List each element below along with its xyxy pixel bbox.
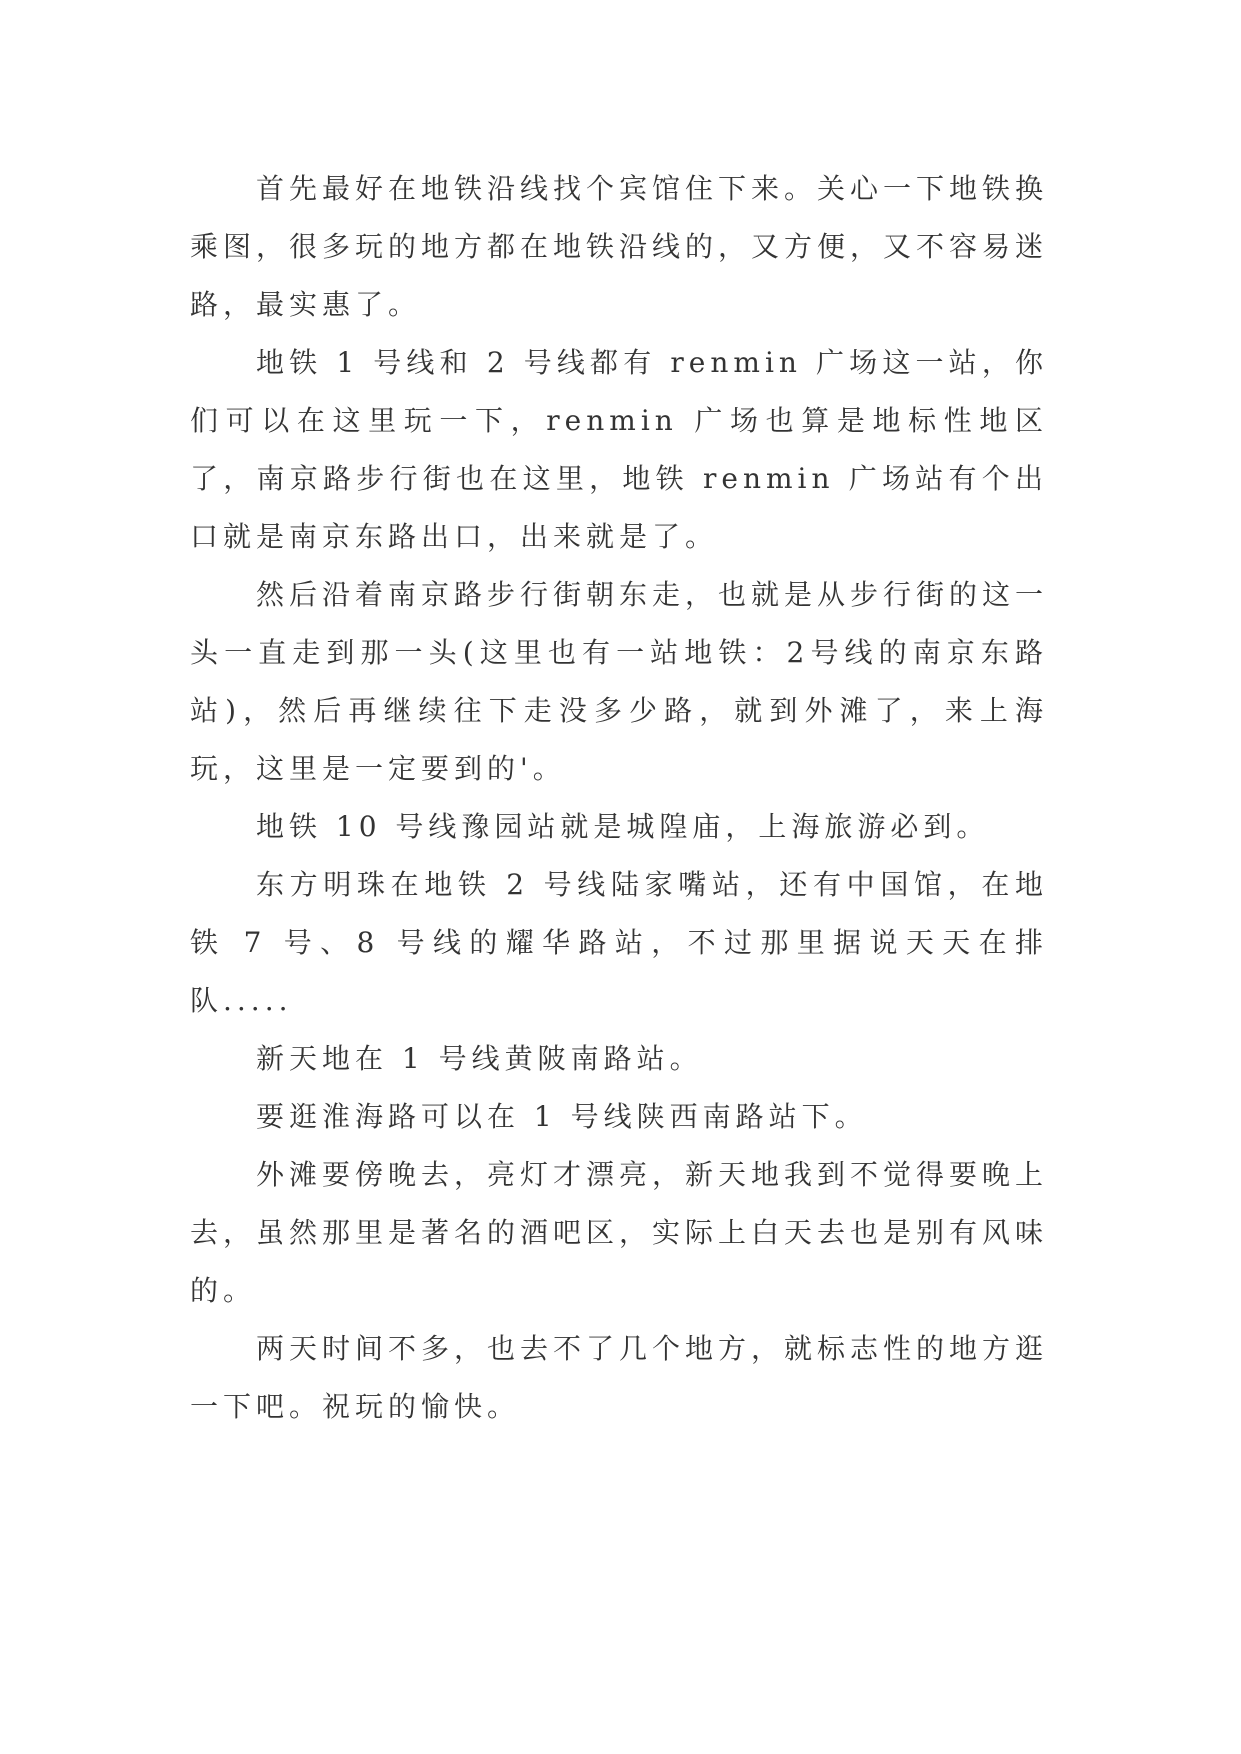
paragraph: 然后沿着南京路步行街朝东走，也就是从步行街的这一头一直走到那一头(这里也有一站地铁：2号线的南京东路站)，然后再继续往下走没多少路，就到外滩了，来上海玩，这里是一定要到的'。 [190, 578, 1049, 785]
paragraph: 地铁 10 号线豫园站就是城隍庙，上海旅游必到。 [256, 810, 990, 843]
paragraph: 地铁 1 号线和 2 号线都有 renmin 广场这一站，你们可以在这里玩一下，renmin 广场也算是地标性地区了，南京路步行街也在这里，地铁 renmin 广场站有个出口就是南京东路出口，出来就是了。 [190, 346, 1048, 553]
paragraph: 要逛淮海路可以在 1 号线陕西南路站下。 [256, 1100, 868, 1133]
paragraph: 东方明珠在地铁 2 号线陆家嘴站，还有中国馆，在地铁 7 号、8 号线的耀华路站，不过那里据说天天在排队..... [190, 868, 1048, 1017]
paragraph: 首先最好在地铁沿线找个宾馆住下来。关心一下地铁换乘图，很多玩的地方都在地铁沿线的，又方便，又不容易迷路，最实惠了。 [190, 172, 1049, 321]
document-body [190, 160, 1048, 1436]
paragraph: 两天时间不多，也去不了几个地方，就标志性的地方逛一下吧。祝玩的愉快。 [190, 1332, 1049, 1423]
paragraph: 外滩要傍晚去，亮灯才漂亮，新天地我到不觉得要晚上去，虽然那里是著名的酒吧区，实际上白天去也是别有风味的。 [190, 1158, 1049, 1307]
paragraph: 新天地在 1 号线黄陂南路站。 [256, 1042, 703, 1075]
